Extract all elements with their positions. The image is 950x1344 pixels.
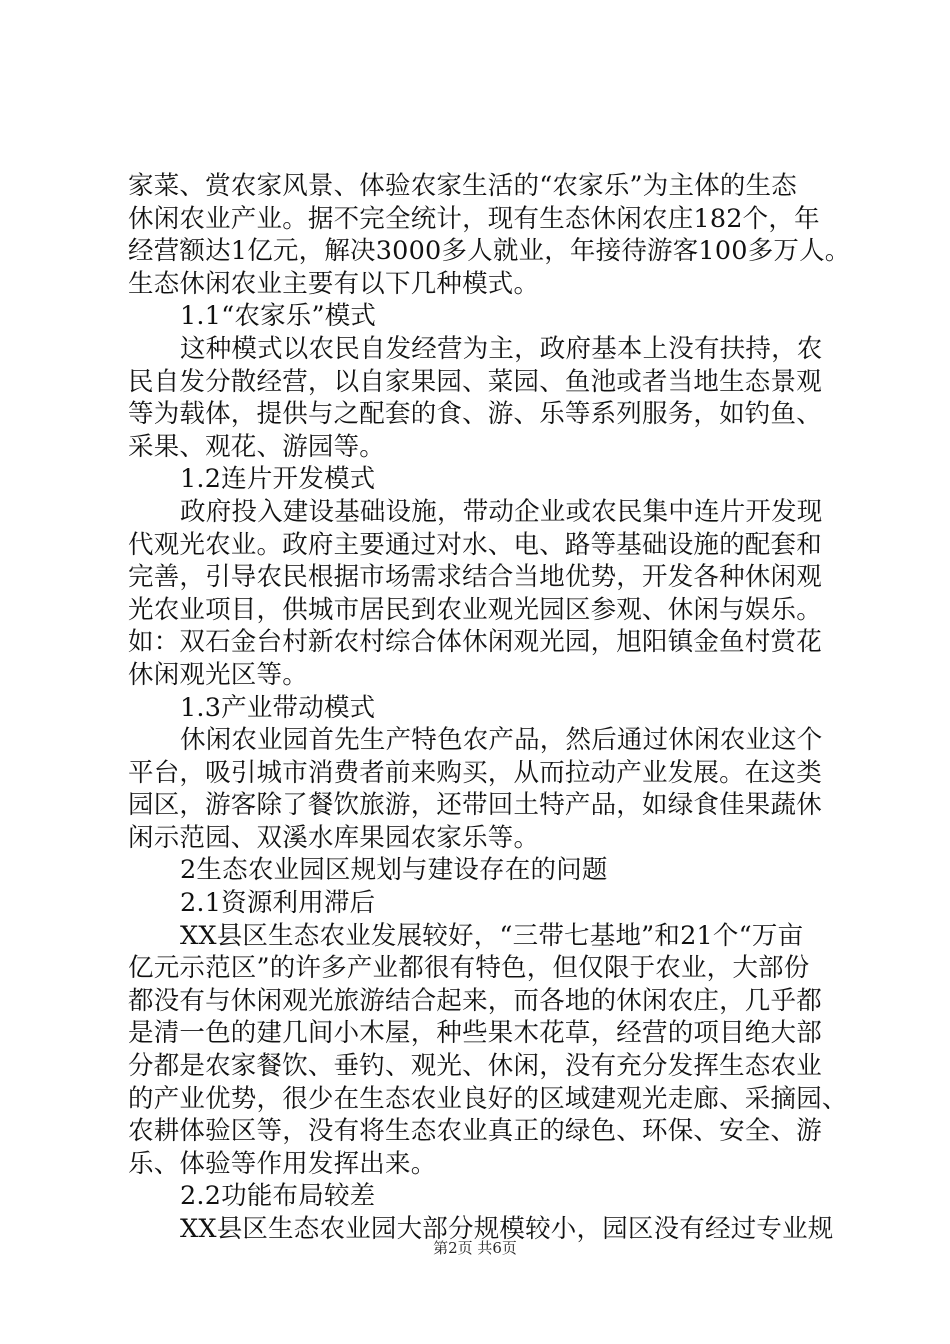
- text-line: 休闲农业产业。据不完全统计，现有生态休闲农庄182个，年: [128, 203, 820, 234]
- text-line: 是清一色的建几间小木屋，种些果木花草，经营的项目绝大部: [128, 1018, 822, 1049]
- text-line: 生态休闲农业主要有以下几种模式。: [128, 268, 540, 299]
- text-line: 这种模式以农民自发经营为主，政府基本上没有扶持，农: [180, 333, 823, 364]
- text-line: 完善，引导农民根据市场需求结合当地优势，开发各种休闲观: [128, 562, 822, 593]
- text-line: 分都是农家餐饮、垂钓、观光、休闲，没有充分发挥生态农业: [128, 1051, 822, 1082]
- document-body: [128, 170, 868, 1246]
- text-line: 2.1资源利用滞后: [180, 888, 376, 919]
- text-line: 民自发分散经营，以自家果园、菜园、鱼池或者当地生态景观: [128, 366, 822, 397]
- text-line: 的产业优势，很少在生态农业良好的区域建观光走廊、采摘园、: [128, 1083, 848, 1114]
- text-line: 都没有与休闲观光旅游结合起来，而各地的休闲农庄，几乎都: [128, 985, 822, 1016]
- text-line: 平台，吸引城市消费者前来购买，从而拉动产业发展。在这类: [128, 757, 822, 788]
- text-line: 闲示范园、双溪水库果园农家乐等。: [128, 822, 540, 853]
- text-line: 政府投入建设基础设施，带动企业或农民集中连片开发现: [180, 496, 823, 527]
- text-line: 等为载体，提供与之配套的食、游、乐等系列服务，如钓鱼、: [128, 399, 822, 430]
- text-line: 采果、观花、游园等。: [128, 431, 386, 462]
- text-line: 光农业项目，供城市居民到农业观光园区参观、休闲与娱乐。: [128, 594, 822, 625]
- text-line: XX县区生态农业园大部分规模较小，园区没有经过专业规: [180, 1214, 834, 1244]
- text-line: 休闲观光区等。: [128, 659, 308, 690]
- text-line: 园区，游客除了餐饮旅游，还带回土特产品，如绿食佳果蔬休: [128, 790, 822, 821]
- text-line: 农耕体验区等，没有将生态农业真正的绿色、环保、安全、游: [128, 1116, 822, 1147]
- text-line: 乐、体验等作用发挥出来。: [128, 1148, 437, 1179]
- text-line: 亿元示范区”的许多产业都很有特色，但仅限于农业，大部份: [128, 953, 810, 984]
- text-line: 1.3产业带动模式: [180, 692, 376, 723]
- text-line: 代观光农业。政府主要通过对水、电、路等基础设施的配套和: [128, 529, 822, 560]
- text-line: 1.2连片开发模式: [180, 464, 376, 495]
- text-line: XX县区生态农业发展较好，“三带七基地”和21个“万亩: [180, 920, 804, 951]
- text-line: 如：双石金台村新农村综合体休闲观光园，旭阳镇金鱼村赏花: [128, 627, 822, 658]
- text-line: 家菜、赏农家风景、体验农家生活的“农家乐”为主体的生态: [128, 171, 797, 201]
- text-line: 休闲农业园首先生产特色农产品，然后通过休闲农业这个: [180, 725, 823, 756]
- text-line: 经营额达1亿元，解决3000多人就业，年接待游客100多万人。: [128, 236, 851, 267]
- text-line: 2.2功能布局较差: [180, 1181, 376, 1212]
- text-line: 2生态农业园区规划与建设存在的问题: [180, 855, 608, 886]
- page-number-footer: 第2页 共6页: [433, 1239, 517, 1257]
- text-line: 1.1“农家乐”模式: [180, 301, 377, 332]
